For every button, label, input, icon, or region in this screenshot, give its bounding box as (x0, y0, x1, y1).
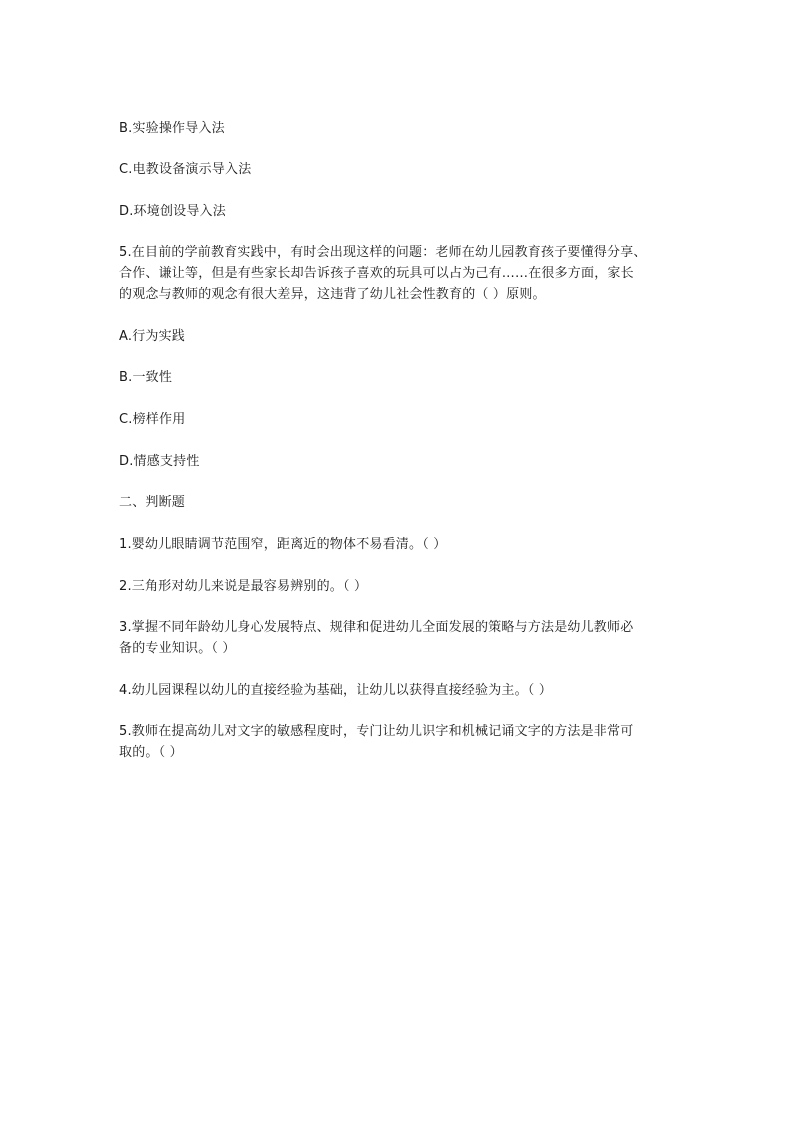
q5-option-d: D.情感支持性 (119, 454, 200, 469)
judge-q3-line-2: 备的专业知识。（ ） (119, 641, 236, 656)
judge-q5-line-1: 5.教师在提高幼儿对文字的敏感程度时，专门让幼儿识字和机械记诵文字的方法是非常可 (119, 724, 634, 739)
q5-stem-line-2: 合作、谦让等，但是有些家长却告诉孩子喜欢的玩具可以占为己有……在很多方面，家长 (119, 266, 634, 281)
q4-option-c: C.电教设备演示导入法 (119, 162, 252, 177)
q4-option-b: B.实验操作导入法 (119, 121, 225, 136)
judge-q5 (119, 721, 679, 763)
q5-option-c: C.榜样作用 (119, 412, 186, 427)
judge-q2: 2.三角形对幼儿来说是最容易辨别的。（ ） (119, 579, 368, 594)
q5-option-a: A.行为实践 (119, 329, 185, 344)
judge-q3-line-1: 3.掌握不同年龄幼儿身心发展特点、规律和促进幼儿全面发展的策略与方法是幼儿教师必 (119, 620, 634, 635)
q5-stem-line-3: 的观念与教师的观念有很大差异，这违背了幼儿社会性教育的（ ）原则。 (119, 287, 546, 302)
judge-q4: 4.幼儿园课程以幼儿的直接经验为基础，让幼儿以获得直接经验为主。（ ） (119, 683, 553, 698)
q5-stem-line-1: 5.在目前的学前教育实践中，有时会出现这样的问题：老师在幼儿园教育孩子要懂得分享、 (119, 245, 647, 260)
q5-stem (119, 242, 679, 305)
q5-option-b: B.一致性 (119, 370, 173, 385)
judge-q3 (119, 617, 679, 659)
judge-q5-line-2: 取的。（ ） (119, 745, 183, 760)
q4-option-d: D.环境创设导入法 (119, 204, 226, 219)
judge-q1: 1.婴幼儿眼睛调节范围窄，距离近的物体不易看清。（ ） (119, 537, 447, 552)
section-title: 二、判断题 (119, 495, 186, 510)
